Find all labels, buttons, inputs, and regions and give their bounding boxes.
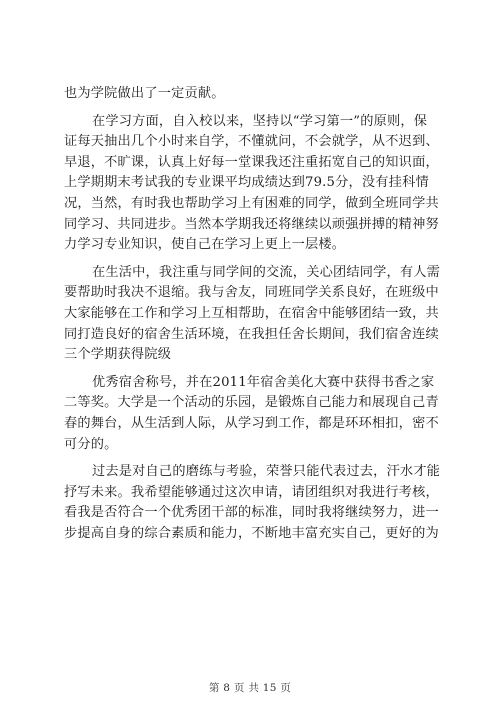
text-line: 同打造良好的宿舍生活环境，在我担任舍长期间，我们宿舍连续 xyxy=(64,326,439,342)
paragraph-1 xyxy=(64,84,452,105)
text-line: 在学习方面，自入校以来，坚持以“学习第一”的原则，保 xyxy=(92,113,428,129)
page-number-footer: 第 8 页 共 15 页 xyxy=(208,682,292,694)
paragraph-2-study xyxy=(64,112,452,256)
text-line: 在生活中，我注重与同学间的交流，关心团结同学，有人需 xyxy=(92,264,441,280)
paragraph-3-life xyxy=(64,263,452,366)
text-line: 大家能够在工作和学习上互相帮助，在宿舍中能够团结一致，共 xyxy=(64,305,439,321)
text-line: 二等奖。大学是一个活动的乐园，是锻炼自己能力和展现自己青 xyxy=(64,395,439,411)
text-line: 况，当然，有时我也帮助学习上有困难的同学，做到全班同学共 xyxy=(64,195,439,211)
paragraph-5-conclusion xyxy=(64,462,452,544)
text-line: 证每天抽出几个小时来自学，不懂就问，不会就学，从不迟到、 xyxy=(64,134,439,150)
text-line: 要帮助时我决不退缩。我与舍友，同班同学关系良好，在班级中 xyxy=(64,285,439,301)
text-line: 早退，不旷课，认真上好每一堂课我还注重拓宽自己的知识面， xyxy=(64,154,439,170)
text-line: 力学习专业知识，使自己在学习上更上一层楼。 xyxy=(64,237,346,253)
text-line: 步提高自身的综合素质和能力，不断地丰富充实自己，更好的为 xyxy=(64,525,439,541)
text-line: 上学期期末考试我的专业课平均成绩达到79.5分，没有挂科情 xyxy=(64,175,429,191)
text-line: 过去是对自己的磨练与考验，荣誉只能代表过去，汗水才能 xyxy=(92,464,441,480)
document-body xyxy=(64,84,452,544)
text-line: 三个学期获得院级 xyxy=(64,347,172,363)
text-line: 可分的。 xyxy=(64,436,118,452)
text-line: 看我是否符合一个优秀团干部的标准，同时我将继续努力，进一 xyxy=(64,505,439,521)
text-line: 也为学院做出了一定贡献。 xyxy=(64,86,225,101)
text-line: 优秀宿舍称号，并在2011年宿舍美化大赛中获得书香之家 xyxy=(92,374,435,390)
text-line: 抒写未来。我希望能够通过这次申请，请团组织对我进行考核， xyxy=(64,484,439,500)
paragraph-4-dorm-award xyxy=(64,373,452,455)
text-line: 同学习、共同进步。当然本学期我还将继续以顽强拼搏的精神努 xyxy=(64,216,439,232)
text-line: 春的舞台，从生活到人际，从学习到工作，都是环环相扣，密不 xyxy=(64,415,439,431)
